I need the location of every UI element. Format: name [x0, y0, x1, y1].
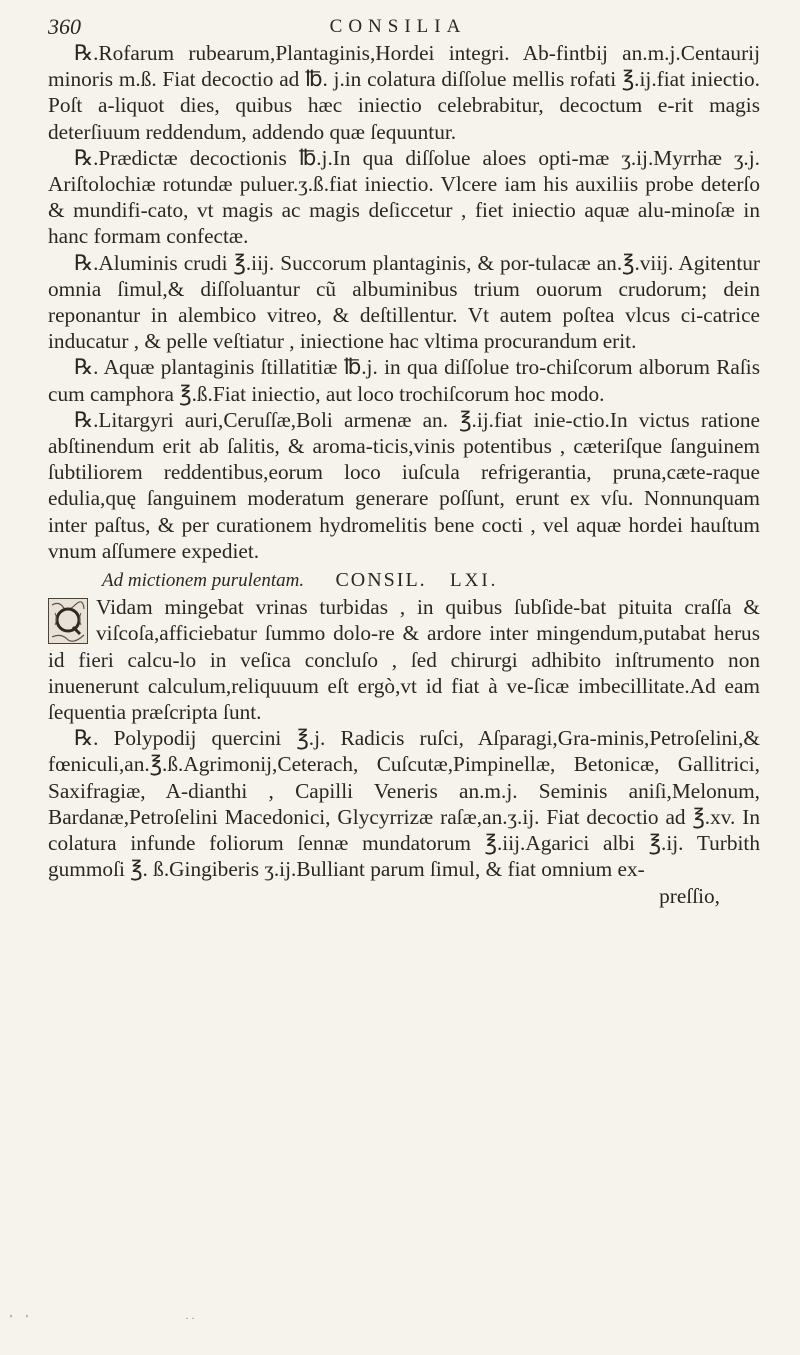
page-body: [48, 40, 760, 909]
section-title: Ad mictionem purulentam.: [102, 570, 305, 592]
catchword: preſſio,: [659, 883, 720, 908]
paragraph-aluminis: ℞.Aluminis crudi ℥.iij. Succorum plantaginis, & por-tulacæ an.℥.viij. Agitentur omnia ſimul,& diſſoluantur cũ albuminibus trium ouorum crudorum; dein reponantur in alembico vitreo, & deſtillentur. Vt autem poſtea vlcus ci-catrice inducatur , & pelle veſtiatur , iniectione hac vltima procurandum erit.: [48, 250, 760, 354]
print-mark-dots: ˙˙: [184, 1316, 196, 1330]
section-number: LXI.: [450, 570, 499, 592]
paragraph-praedictae: ℞.Prædictæ decoctionis ℔.j.In qua diſſolue aloes opti-mæ ʒ.ij.Myrrhæ ʒ.j. Ariſtolochiæ rotundæ puluer.ʒ.ß.fiat iniectio. Vlcere iam his auxiliis probe deterſo & mundifi-cato, vt magis ac magis deſiccetur , fiet iniectio aquæ alu-minoſæ in hanc formam confectæ.: [48, 145, 760, 249]
paragraph-litargyri: ℞.Litargyri auri,Ceruſſæ,Boli armenæ an. ℥.ij.fiat inie-ctio.In victus ratione abſtinendum erit ab ſalitis, & aroma-ticis,vinis potentibus , cæteriſque ſanguinem ſubtiliorem reddentibus,eorum loco iuſcula refrigerantia, pruna,cæte-raque edulia,quę ſanguinem moderatum generare poſſunt, erunt ex vſu. Nonnunquam inter paſtus, & per curationem hydromelitis bene cocti , vel aquæ hordei hauſtum vnum aſſumere expediet.: [48, 407, 760, 563]
paragraph-aquae: ℞. Aquæ plantaginis ſtillatitiæ ℔.j. in qua diſſolue tro-chiſcorum alborum Raſis cum camphora ℥.ß.Fiat iniectio, aut loco trochiſcorum hoc modo.: [48, 355, 760, 406]
dropcap-paragraph-text: Vidam mingebat vrinas turbidas , in quibus ſubſide-bat pituita craſſa & viſcoſa,afficiebatur ſummo dolo-re & ardore inter mingendum,putabat herus id fieri calcu-lo in veſica concluſo , ſed chirurgi adhibito inſtrumento non inuenerunt calculum,reliquuum eſt ergò,vt id fiat à ve-ſicæ imbecillitate.Ad eam ſequentia præſcripta ſunt.: [48, 595, 760, 725]
section-heading: [48, 566, 760, 594]
section-label: CONSIL.: [335, 569, 427, 592]
decorative-initial-q-icon: [48, 598, 88, 644]
paragraph-polypodij: ℞. Polypodij quercini ℥.j. Radicis ruſci, Aſparagi,Gra-minis,Petroſelini,& fœniculi,an.℥.ß.Agrimonij,Ceterach, Cuſcutæ,Pimpinellæ, Betonicæ, Gallitrici, Saxifragiæ, A-dianthi , Capilli Veneris an.m.j. Seminis aniſi,Melonum, Bardanæ,Petroſelini Macedonici, Glycyrrizæ raſæ,an.ʒ.ij. Fiat decoctio ad ℥.xv. In colatura infunde foliorum ſennæ mundatorum ℥.iij.Agarici albi ℥.ij. Turbith gummoſi ℥. ß.Gingiberis ʒ.ij.Bulliant parum ſimul, & fiat omnium ex-: [48, 726, 760, 882]
print-signature-mark: ᾿ ᾿: [8, 1314, 33, 1328]
paragraph-rosarum: ℞.Rofarum rubearum,Plantaginis,Hordei integri. Ab-fintbij an.m.j.Centaurij minoris m.ß. Fiat decoctio ad ℔. j.in colatura diſſolue mellis rofati ℥.ij.fiat iniectio. Poſt a-liquot dies, quibus hæc iniectio celebrabitur, decoctum e-rit magis deterſiuum reddendum, addendo quæ ſequuntur.: [48, 41, 760, 144]
dropcap-paragraph: [48, 594, 760, 725]
running-head: CONSILIA: [329, 16, 467, 37]
page-number: 360: [48, 14, 81, 39]
page-header: [48, 14, 748, 40]
